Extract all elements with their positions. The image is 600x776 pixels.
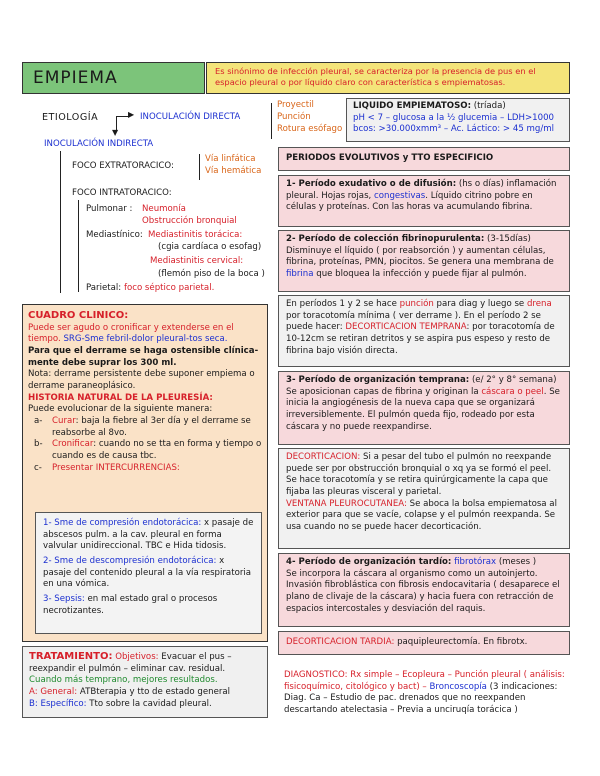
p3-title: 3- Período de organización temprana:: [286, 375, 470, 385]
mediastinitis-toracica: Mediastinitis torácica:: [148, 230, 243, 240]
diagnostico-text: Rx simple – Ecopleura – Punción pleural ( análisis: fisicoquímico, citológico y bact) –: [284, 670, 565, 692]
p4-time: (meses ): [496, 557, 537, 567]
item-text: : baja la fiebre al 3er día y el derrame se reabsorbe al 8vo.: [52, 416, 251, 438]
decorticacion-text: Si a pesar del tubo el pulmón no reexpande puede ser por obstrucción bronquial o xq ya se formó el peel. Se hace toracotomía y se retira quirúrgicamente la capa que fijaba las pleuras visceral y parietal.: [286, 452, 552, 498]
periodos-header-box: [278, 147, 570, 171]
p1-congestivas: congestivas: [374, 190, 426, 201]
inoculacion-indirecta: INOCULACIÓN INDIRECTA: [44, 139, 154, 149]
extra-item: Vía hemática: [205, 165, 262, 176]
liquido-triada: (tríada): [473, 101, 506, 111]
ventana-text: Se aboca la bolsa empiematosa al exterior para que se vacíe, colapse y el pulmón reexpanda. Se usa cuando no se puede hacer decorticación.: [286, 498, 557, 533]
ventana-label: VENTANA PLEUROCUTANEA:: [286, 498, 407, 509]
liquido-line1: pH < 7 – glucosa a la ½ glucemia – LDH>1000: [353, 112, 555, 123]
intercurrencias-box: [35, 512, 262, 634]
tto-periodos-1-2: [278, 295, 570, 367]
tree-line: [60, 151, 61, 293]
pulmonar-item: Neumonía: [142, 204, 186, 214]
cuadro-title: CUADRO CLINICO:: [28, 310, 129, 321]
item-key: Curar: [52, 416, 76, 427]
tto12-text: por toracotomía mínima ( ver derrame ). En el período 2 se puede hacer:: [286, 310, 541, 333]
decorticacion-tardia-label: DECORTICACION TARDIA:: [286, 637, 395, 647]
page-title: EMPIEMA: [22, 62, 205, 94]
diagnostico-text: (3 indicaciones: Diag. Ca – Estudio de pac. drenados que no reexpanden descartando atelectasia – Previa a unciruqía torácica ): [284, 681, 558, 716]
especifico-label: B: Específico:: [29, 698, 87, 709]
tto12-decorticacion: DECORTICACION TEMPRANA: [345, 322, 467, 333]
tto12-text: para diag y luego se: [433, 299, 527, 309]
historia-intro: Puede evolucionar de la siguiente manera:: [28, 404, 213, 415]
periodo-2: [278, 230, 570, 292]
sme2-title: 2- Sme de descompresión endotorácica:: [43, 556, 217, 567]
extra-item: Vía linfática: [205, 154, 256, 164]
tratamiento-box: [22, 646, 268, 718]
cervical-note: (flemón piso de la boca ): [158, 269, 265, 279]
periodos-header: PERIODOS EVOLUTIVOS y TTO ESPECIFICIO: [286, 153, 494, 163]
historia-item-b: [28, 439, 262, 462]
liquido-lactico: – Ac. Láctico: > 45 mg/ml: [441, 124, 554, 135]
objetivos-label: Objetivos:: [112, 652, 159, 662]
p2-title: 2- Período de colección fibrinopurulenta:: [286, 234, 485, 244]
p3-time: (e/ 2° y 8° semana): [469, 375, 557, 385]
tratamiento-title: TRATAMIENTO:: [29, 651, 113, 662]
cuadro-nota: Nota: derrame persistente debe suponer empiema o derrame paraneoplásico.: [28, 369, 255, 392]
arrow-right-icon: ▶: [128, 110, 135, 119]
item-marker: b-: [34, 439, 43, 450]
liquido-bcos: bcos: >30.000xmm³: [353, 124, 442, 135]
bracket-line: [199, 154, 200, 180]
especifico-text: Tto sobre la cavidad pleural.: [86, 698, 212, 709]
bracket-line: [271, 103, 272, 139]
historia-title: HISTORIA NATURAL DE LA PLEURESÍA:: [28, 392, 213, 403]
extra-items: [205, 154, 261, 177]
objetivos-text: Evacuar el pus – reexpandir el pulmón – eliminar cav. residual.: [29, 652, 232, 674]
historia-item-a: [28, 416, 262, 439]
p3-cascara: cáscara o peel: [481, 386, 544, 397]
tto12-text: : por toracotomía de 10-12cm se retiran detritos y se aspira pus espeso y resto de fibrina bajo visión directa.: [286, 322, 555, 356]
mediastinitis-cervical: Mediastinitis cervical:: [150, 256, 244, 266]
inoculacion-directa: INOCULACIÓN DIRECTA: [140, 112, 241, 122]
item-text: : cuando no se tta en forma y tiempo o cuando es de causa tbc.: [52, 439, 262, 462]
liquido-title: LIQUIDO EMPIEMATOSO:: [353, 101, 472, 111]
tratamiento-note: Cuando más temprano, mejores resultados.: [29, 675, 218, 686]
arrow-down-icon: ▼: [112, 128, 119, 137]
periodo-1: [278, 175, 570, 227]
cuadro-text: Puede ser agudo o cronificar y extenderse en el tiempo.: [28, 322, 234, 345]
sme1-text: x pasaje de abscesos pulm. a la cav. pleural en forma valvular unidireccional. TBC e Hida tidosis.: [43, 518, 254, 552]
definition-box: [206, 62, 570, 94]
cuadro-srg: SRG-Sme febril-dolor pleural-tos seca.: [63, 334, 228, 345]
liquido-box: [346, 98, 570, 142]
p3-text: Se aposicionan capas de fibrina y originan la: [286, 386, 482, 397]
cuadro-derrame: Para que el derrame se haga ostensible clínica- mente debe suprar los 300 ml.: [28, 345, 259, 368]
pulmonar-label: Pulmonar :: [86, 204, 133, 214]
sme3-text: en mal estado gral o procesos necrotizantes.: [43, 594, 218, 616]
parietal-row: [86, 283, 214, 295]
periodo-3: [278, 371, 570, 445]
tto12-text: En períodos 1 y 2 se hace: [286, 299, 400, 309]
p1-text: . Líquido citrino pobre en células y proteínas. Con las horas va acumulando fibrina.: [286, 190, 533, 213]
mediastinico-label: Mediastínico:: [86, 230, 143, 240]
p2-text: (3-15días) Disminuye el líquido ( por reabsorción ) y aumentan células, fibrina, proteínas, PMN, piocitos. Se genera una membrana de: [286, 234, 554, 268]
tree-line: [78, 200, 79, 292]
decorticacion-tardia-text: paquipleurectomía. En fibrotx.: [394, 637, 528, 647]
periodo-4: [278, 553, 570, 627]
decorticacion-tardia-box: [278, 631, 570, 655]
foco-intra-label: FOCO INTRATORACICO:: [72, 188, 172, 198]
tto12-drena: drena: [526, 299, 552, 309]
cause-item: Proyectil: [277, 100, 314, 110]
cause-item: Rotura esófago: [277, 124, 343, 135]
p4-text: Se incorpora la cáscara al organismo como un autoinjerto. Invasión fibroblástica con fibrosis endocavitaria ( desaparece el plano de clivaje de la cáscara) y hacia fuera con retracción de espacios intercostales y desviación del raquis.: [286, 568, 560, 614]
parietal-value: foco séptico parietal.: [123, 283, 215, 293]
sme3-title: 3- Sepsis:: [43, 594, 85, 605]
historia-item-c: [28, 463, 262, 475]
p2-fibrina: fibrina: [286, 269, 314, 280]
p3-text: . Se inicia la angiogénesis de la nueva capa que se organizará irreversiblemente. El pulmón queda fijo, rodeado por esta cáscara y no puede reexpandirse.: [286, 386, 560, 432]
p4-title: 4- Período de organización tardío:: [286, 557, 452, 567]
decorticacion-box: [278, 448, 570, 549]
tto12-puncion: punción: [399, 299, 434, 309]
pulmonar-item: Obstrucción bronquial: [142, 216, 237, 226]
p2-text: que bloquea la infección y puede fijar al pulmón.: [313, 269, 527, 280]
parietal-label: Parietal:: [86, 283, 122, 293]
diagnostico-broncoscopia: Broncoscopía: [429, 681, 487, 692]
general-text: ATBterapia y tto de estado general: [77, 687, 231, 698]
diagnostico-label: DIAGNOSTICO:: [284, 670, 348, 680]
general-label: A: General:: [29, 687, 78, 698]
definition-text: Es sinónimo de infección pleural, se caracteriza por la presencia de pus en el espacio pleural o por líquido claro con característica s empiematosas.: [215, 66, 536, 88]
p1-text: (hs o días) inflamación pleural. Hojas rojas,: [286, 179, 557, 201]
p4-fibrotorax: fibrotórax: [451, 557, 497, 567]
decorticacion-label: DECORTICACION:: [286, 452, 361, 462]
item-marker: a-: [34, 416, 43, 427]
directa-causes: [277, 99, 342, 135]
item-marker: c-: [34, 462, 42, 473]
foco-extra-label: FOCO EXTRATORACICO:: [72, 161, 174, 171]
sme2-text: x pasaje del contenido pleural a la vía respiratoria en una vómica.: [43, 556, 252, 590]
p1-title: 1- Período exudativo o de difusión:: [286, 179, 457, 189]
cause-item: Punción: [277, 112, 311, 123]
item-text: Presentar INTERCURRENCIAS:: [52, 462, 180, 473]
item-key: Cronificar: [52, 439, 94, 450]
diagnostico: [284, 670, 570, 717]
etiologia-label: ETIOLOGÍA: [42, 112, 99, 123]
toracica-note: (cgia cardíaca o esofag): [158, 242, 262, 252]
sme1-title: 1- Sme de compresión endotorácica:: [43, 518, 202, 528]
